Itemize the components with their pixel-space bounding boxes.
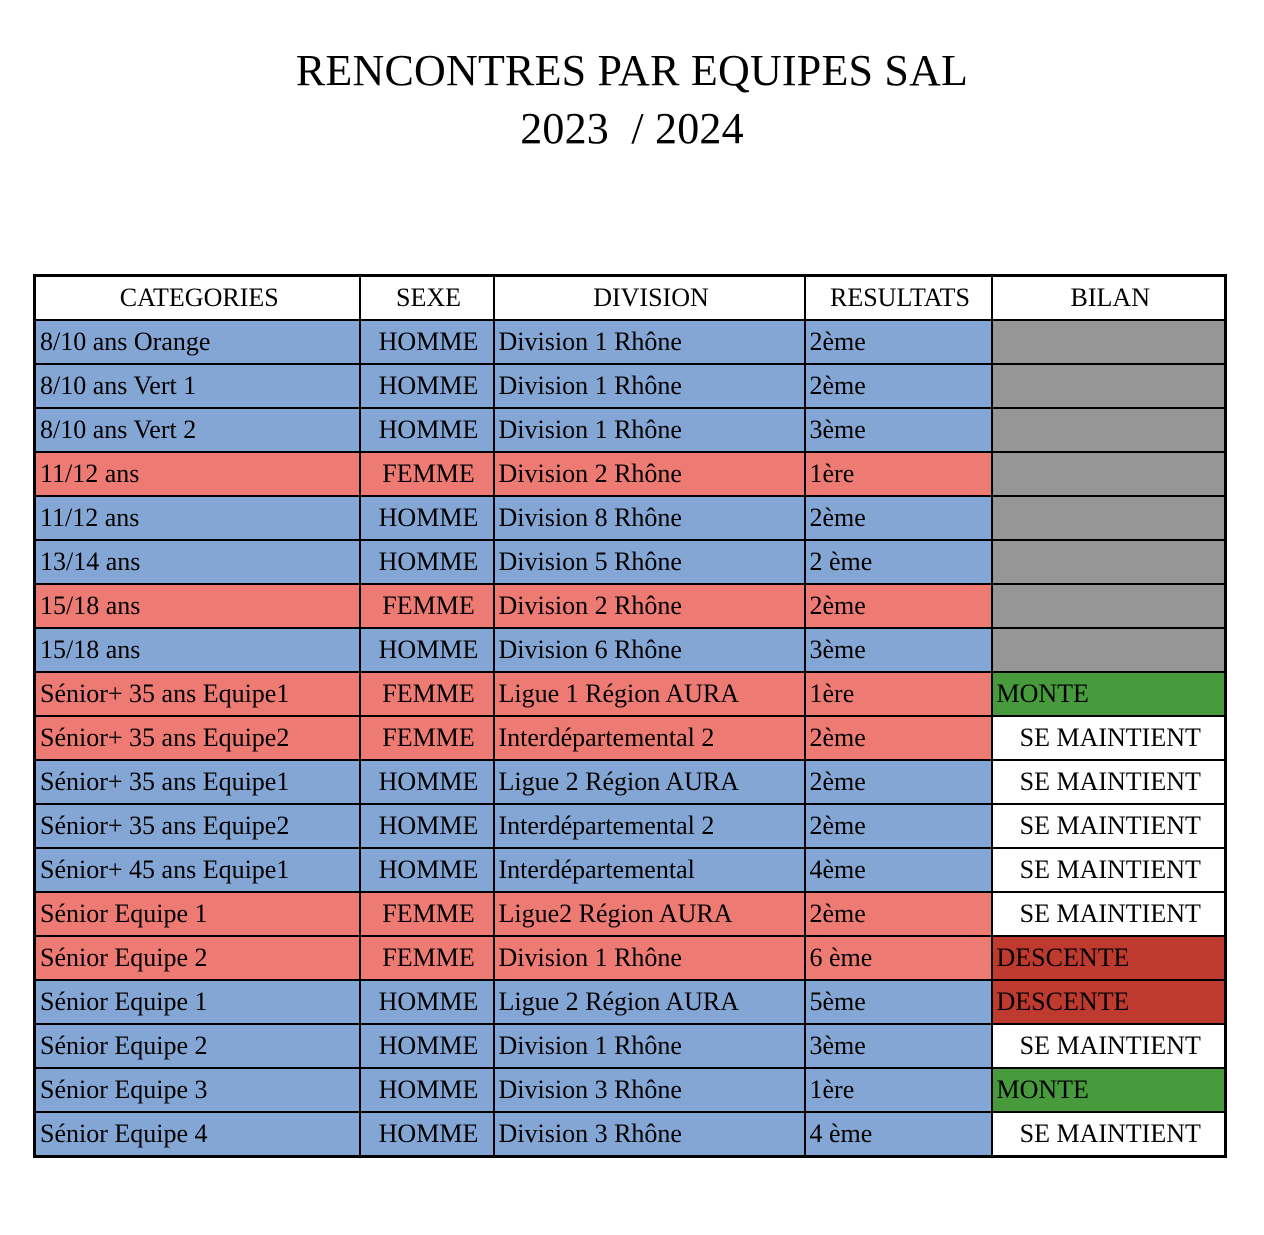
column-header-categories: CATEGORIES <box>35 276 360 321</box>
table-row <box>35 804 1226 848</box>
cell-bilan <box>992 408 1226 452</box>
cell-bilan <box>992 892 1226 936</box>
cell-categorie: Sénior Equipe 1 <box>35 980 360 1024</box>
column-header-bilan: BILAN <box>992 276 1226 321</box>
cell-categorie: Sénior+ 35 ans Equipe1 <box>35 760 360 804</box>
table-row <box>35 760 1226 804</box>
cell-division: Division 3 Rhône <box>494 1112 805 1157</box>
page-title <box>0 42 1264 158</box>
cell-bilan <box>992 320 1226 364</box>
cell-bilan <box>992 496 1226 540</box>
cell-sexe-text: HOMME <box>378 767 479 796</box>
cell-sexe <box>360 760 494 804</box>
cell-sexe <box>360 980 494 1024</box>
cell-resultat: 5ème <box>805 980 992 1024</box>
cell-resultat: 1ère <box>805 452 992 496</box>
cell-categorie: Sénior+ 35 ans Equipe2 <box>35 716 360 760</box>
cell-sexe: FEMME <box>360 936 494 980</box>
cell-division: Interdépartemental <box>494 848 805 892</box>
cell-bilan <box>992 364 1226 408</box>
cell-bilan-text: SE MAINTIENT <box>1019 767 1201 796</box>
cell-resultat: 2ème <box>805 892 992 936</box>
cell-categorie: 11/12 ans <box>35 496 360 540</box>
cell-resultat: 4ème <box>805 848 992 892</box>
title-line-2: 2023 / 2024 <box>520 104 744 154</box>
cell-sexe: FEMME <box>360 672 494 716</box>
column-header-resultats: RESULTATS <box>805 276 992 321</box>
cell-categorie: Sénior Equipe 2 <box>35 936 360 980</box>
cell-categorie: Sénior+ 35 ans Equipe1 <box>35 672 360 716</box>
cell-categorie: 8/10 ans Vert 2 <box>35 408 360 452</box>
cell-categorie: Sénior Equipe 4 <box>35 1112 360 1157</box>
cell-resultat: 2ème <box>805 760 992 804</box>
table-row <box>35 452 1226 496</box>
cell-division: Division 2 Rhône <box>494 584 805 628</box>
cell-bilan: DESCENTE <box>992 980 1226 1024</box>
cell-sexe-text: HOMME <box>378 987 479 1016</box>
cell-bilan <box>992 848 1226 892</box>
cell-sexe-text: HOMME <box>378 1031 479 1060</box>
table-row <box>35 496 1226 540</box>
cell-sexe-text: HOMME <box>378 635 479 664</box>
cell-resultat: 2ème <box>805 716 992 760</box>
cell-sexe <box>360 408 494 452</box>
cell-division: Division 6 Rhône <box>494 628 805 672</box>
table-row <box>35 320 1226 364</box>
cell-division: Division 1 Rhône <box>494 1024 805 1068</box>
cell-bilan <box>992 452 1226 496</box>
table-row <box>35 716 1226 760</box>
cell-resultat: 4 ème <box>805 1112 992 1157</box>
cell-resultat: 2ème <box>805 804 992 848</box>
title-line-1: RENCONTRES PAR EQUIPES SAL <box>295 46 969 95</box>
cell-division: Division 3 Rhône <box>494 1068 805 1112</box>
cell-division: Interdépartemental 2 <box>494 804 805 848</box>
cell-sexe <box>360 1068 494 1112</box>
cell-bilan <box>992 584 1226 628</box>
cell-division: Division 1 Rhône <box>494 320 805 364</box>
cell-bilan-text: SE MAINTIENT <box>1019 723 1201 752</box>
cell-division: Interdépartemental 2 <box>494 716 805 760</box>
table-row <box>35 364 1226 408</box>
cell-sexe <box>360 320 494 364</box>
cell-sexe-text: HOMME <box>378 547 479 576</box>
header-row <box>35 276 1226 321</box>
cell-sexe-text: HOMME <box>378 1075 479 1104</box>
cell-sexe-text: HOMME <box>378 811 479 840</box>
cell-categorie: 11/12 ans <box>35 452 360 496</box>
cell-sexe-text: HOMME <box>378 415 479 444</box>
cell-bilan <box>992 1112 1226 1157</box>
cell-sexe: FEMME <box>360 452 494 496</box>
cell-bilan-text: SE MAINTIENT <box>1019 1119 1201 1148</box>
cell-sexe-text: HOMME <box>378 503 479 532</box>
table-header <box>35 276 1226 321</box>
table-row <box>35 936 1226 980</box>
cell-resultat: 3ème <box>805 1024 992 1068</box>
table-body <box>35 320 1226 1157</box>
cell-resultat: 2 ème <box>805 540 992 584</box>
cell-resultat: 3ème <box>805 628 992 672</box>
column-header-sexe: SEXE <box>360 276 494 321</box>
cell-resultat: 2ème <box>805 320 992 364</box>
cell-resultat: 6 ème <box>805 936 992 980</box>
cell-division: Division 5 Rhône <box>494 540 805 584</box>
cell-sexe <box>360 804 494 848</box>
cell-resultat: 3ème <box>805 408 992 452</box>
cell-sexe-text: HOMME <box>378 371 479 400</box>
cell-sexe <box>360 364 494 408</box>
table-row <box>35 584 1226 628</box>
cell-division: Ligue2 Région AURA <box>494 892 805 936</box>
cell-bilan <box>992 760 1226 804</box>
table-row <box>35 1024 1226 1068</box>
cell-division: Division 1 Rhône <box>494 364 805 408</box>
table-row <box>35 1112 1226 1157</box>
cell-sexe <box>360 848 494 892</box>
cell-division: Division 1 Rhône <box>494 408 805 452</box>
cell-bilan: MONTE <box>992 672 1226 716</box>
cell-bilan-text: SE MAINTIENT <box>1019 1031 1201 1060</box>
cell-bilan-text: SE MAINTIENT <box>1019 855 1201 884</box>
cell-categorie: Sénior Equipe 1 <box>35 892 360 936</box>
table-row <box>35 892 1226 936</box>
cell-bilan <box>992 540 1226 584</box>
cell-sexe <box>360 1112 494 1157</box>
cell-categorie: 15/18 ans <box>35 584 360 628</box>
cell-sexe: FEMME <box>360 716 494 760</box>
cell-categorie: Sénior+ 45 ans Equipe1 <box>35 848 360 892</box>
cell-division: Division 2 Rhône <box>494 452 805 496</box>
cell-bilan <box>992 716 1226 760</box>
cell-sexe <box>360 540 494 584</box>
cell-categorie: Sénior Equipe 3 <box>35 1068 360 1112</box>
cell-bilan: DESCENTE <box>992 936 1226 980</box>
cell-sexe-text: HOMME <box>378 855 479 884</box>
cell-resultat: 2ème <box>805 584 992 628</box>
cell-sexe <box>360 628 494 672</box>
cell-resultat: 2ème <box>805 496 992 540</box>
table-row <box>35 672 1226 716</box>
table-row <box>35 628 1226 672</box>
cell-bilan <box>992 804 1226 848</box>
cell-division: Ligue 2 Région AURA <box>494 980 805 1024</box>
cell-division: Division 8 Rhône <box>494 496 805 540</box>
cell-categorie: 8/10 ans Orange <box>35 320 360 364</box>
cell-bilan <box>992 1024 1226 1068</box>
cell-categorie: 15/18 ans <box>35 628 360 672</box>
cell-bilan-text: SE MAINTIENT <box>1019 811 1201 840</box>
cell-resultat: 1ère <box>805 672 992 716</box>
table-row <box>35 980 1226 1024</box>
table-row <box>35 1068 1226 1112</box>
cell-division: Ligue 1 Région AURA <box>494 672 805 716</box>
cell-division: Division 1 Rhône <box>494 936 805 980</box>
cell-categorie: Sénior Equipe 2 <box>35 1024 360 1068</box>
cell-resultat: 1ère <box>805 1068 992 1112</box>
cell-bilan: MONTE <box>992 1068 1226 1112</box>
cell-sexe <box>360 496 494 540</box>
cell-categorie: 8/10 ans Vert 1 <box>35 364 360 408</box>
results-table-container <box>33 274 1224 1158</box>
cell-bilan <box>992 628 1226 672</box>
table-row <box>35 540 1226 584</box>
column-header-division: DIVISION <box>494 276 805 321</box>
cell-sexe: FEMME <box>360 584 494 628</box>
cell-sexe-text: HOMME <box>378 1119 479 1148</box>
results-table <box>33 274 1227 1158</box>
cell-categorie: Sénior+ 35 ans Equipe2 <box>35 804 360 848</box>
cell-sexe <box>360 1024 494 1068</box>
cell-sexe-text: HOMME <box>378 327 479 356</box>
cell-division: Ligue 2 Région AURA <box>494 760 805 804</box>
table-row <box>35 408 1226 452</box>
table-row <box>35 848 1226 892</box>
cell-bilan-text: SE MAINTIENT <box>1019 899 1201 928</box>
cell-resultat: 2ème <box>805 364 992 408</box>
cell-sexe: FEMME <box>360 892 494 936</box>
cell-categorie: 13/14 ans <box>35 540 360 584</box>
